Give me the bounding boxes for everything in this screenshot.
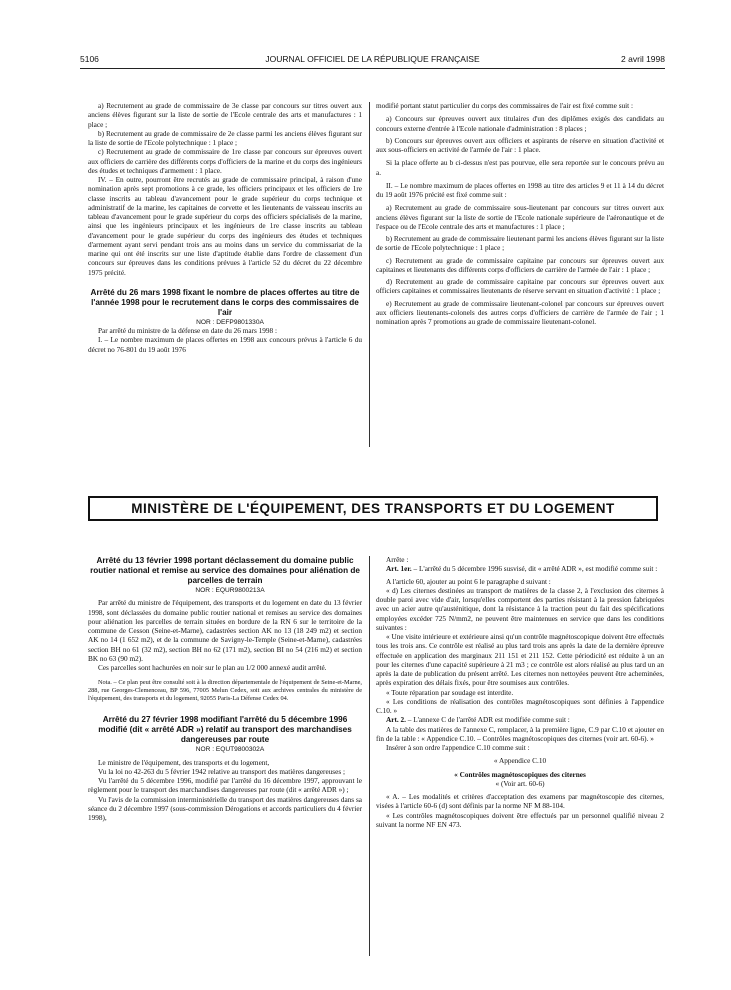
paragraph: II. – Le nombre maximum de places offertes en 1998 au titre des articles 9 et 11 à 14 du décret du 19 août 1976 précité est fixé comme suit : (376, 181, 664, 199)
paragraph: « Les contrôles magnétoscopiques doivent être effectués par un personnel qualifié niveau 2 suivant la norme NF EN 473. (376, 811, 664, 829)
bottom-right-column (376, 556, 664, 830)
paragraph: « Une visite intérieure et extérieure ainsi qu'un contrôle magnétoscopique doivent être effectués tous les trois ans. Ce contrôle est réalisé au plus tard trois ans après la date de la dernière épreuve effectuée en application des marginaux 211 151 et 211 152. Cette périodicité est réduite à un an pour les citernes d'une capacité supérieure à 21 m3 ; ce contrôle est alors réalisé au plus tard un an après la date de publication du présent arrêté. Les citernes non nettoyées peuvent être acheminées, après expiration des délais fixés, pour être soumises aux contrôles. (376, 633, 664, 688)
arrete-title: Arrêté du 27 février 1998 modifiant l'arrêté du 5 décembre 1996 modifié (dit « arrêté ADR ») relatif au transport des marchandises dangereuses par route (98, 715, 352, 745)
column-divider (369, 556, 370, 956)
paragraph: a) Concours sur épreuves ouvert aux titulaires d'un des diplômes exigés des candidats au concours externe d'entrée à l'Ecole nationale d'administration : 8 places ; (376, 115, 664, 133)
top-left-column (88, 102, 362, 355)
paragraph: I. – Le nombre maximum de places offertes en 1998 aux concours prévus à l'article 6 du décret no 76-801 du 19 août 1976 (88, 336, 362, 354)
paragraph: Si la place offerte au b ci-dessus n'est pas pourvue, elle sera reportée sur le concours prévu au a. (376, 159, 664, 177)
article-1 (376, 565, 664, 574)
paragraph: Par arrêté du ministre de la défense en date du 26 mars 1998 : (98, 327, 277, 335)
bottom-left-column (88, 556, 362, 823)
article-text: – L'annexe C de l'arrêté ADR est modifiée comme suit : (405, 716, 570, 725)
paragraph: Vu la loi no 42-263 du 5 février 1942 relative au transport des matières dangereuses ; (98, 767, 345, 776)
arrete-title: Arrêté du 26 mars 1998 fixant le nombre de places offertes au titre de l'année 1998 pour le recrutement dans le corps des commissaires de l'air (90, 287, 360, 317)
arrete-title: Arrêté du 13 février 1998 portant déclassement du domaine public routier national et remise au service des domaines pour aliénation de parcelles de terrain (90, 556, 360, 585)
paragraph: IV. – En outre, pourront être recrutés au grade de commissaire principal, à raison d'une nomination après sept promotions à ce grade, les officiers principaux et les officiers de 1re classe inscrits au tableau d'avancement pour le grade supérieur du corps technique et administratif de la marine, les capitaines de corvette et les lieutenants de vaisseau inscrits au tableau d'avancement pour le grade supérieur du corps des officiers spécialisés de la marine, ainsi que les ingénieurs principaux et les ingénieurs de 1re classe inscrits au tableau d'avancement pour le grade supérieur du corps des ingénieurs des études et techniques d'armement ayant servi pendant trois ans au moins dans un service du commissariat de la marine qui ont été inscrits sur une liste d'aptitude établie dans l'ordre de classement d'un concours sur épreuves dans les conditions prévues à l'article 52 du décret du 22 décembre 1975 précité. (88, 176, 362, 277)
article-text: – L'arrêté du 5 décembre 1996 susvisé, dit « arrêté ADR », est modifié comme suit : (411, 565, 658, 574)
nota-note (88, 679, 362, 703)
paragraph: « A. – Les modalités et critères d'acceptation des examens par magnétoscopie des citernes, visées à l'article 60-6 (d) sont définis par la norme NF M 88-104. (376, 793, 664, 811)
journal-title: JOURNAL OFFICIEL DE LA RÉPUBLIQUE FRANÇAISE (265, 54, 480, 64)
nor-reference: NOR : EQUR9800213A (195, 587, 265, 594)
paragraph: b) Concours sur épreuves ouvert aux officiers et aspirants de réserve en situation d'activité et aux sous-officiers en activité de l'armée de l'air : 1 place. (376, 136, 664, 154)
column-divider (369, 102, 370, 447)
article-heading: Art. 1er. (386, 565, 412, 574)
page-number: 5106 (80, 54, 99, 64)
paragraph: b) Recrutement au grade de commissaire lieutenant parmi les anciens élèves figurant sur la liste de sortie de l'Ecole polytechnique : 1 place ; (376, 235, 664, 253)
appendix-subtitle: « Contrôles magnétoscopiques des citernes (454, 770, 586, 779)
paragraph: a) Recrutement au grade de commissaire de 3e classe par concours sur titres ouvert aux anciens élèves figurant sur la liste de sortie de l'Ecole centrale des arts et manufactures : 1 place ; (88, 102, 362, 129)
paragraph: b) Recrutement au grade de commissaire de 2e classe parmi les anciens élèves figurant sur la liste de sortie de l'Ecole polytechnique : 1 place ; (88, 129, 362, 147)
paragraph: « Toute réparation par soudage est interdite. (386, 688, 514, 697)
arrete-label: Arrête : (386, 556, 409, 564)
article-heading: Art. 2. (386, 716, 406, 725)
paragraph: modifié portant statut particulier du corps des commissaires de l'air est fixé comme suit : (376, 102, 634, 110)
paragraph: Ces parcelles sont hachurées en noir sur le plan au 1/2 000 annexé audit arrêté. (98, 664, 327, 672)
nor-reference: NOR : EQUT9800302A (195, 746, 265, 754)
paragraph: « Les conditions de réalisation des contrôles magnétoscopiques sont définies à l'appendice C.10. » (376, 697, 664, 715)
paragraph: Insérer à son ordre l'appendice C.10 comme suit : (386, 744, 530, 752)
paragraph: Vu l'arrêté du 5 décembre 1996, modifié par l'arrêté du 16 décembre 1997, approuvant le règlement pour le transport des marchandises dangereuses par route (dit « arrêté ADR ») ; (88, 777, 362, 795)
ministry-banner: MINISTÈRE DE L'ÉQUIPEMENT, DES TRANSPORTS ET DU LOGEMENT (88, 496, 658, 521)
paragraph: c) Recrutement au grade de commissaire de 1re classe par concours sur épreuves ouvert aux officiers de carrière des différents corps d'officiers de la marine et du corps des ingénieurs des études et techniques d'armement : 1 place. (88, 148, 362, 175)
paragraph: d) Recrutement au grade de commissaire capitaine par concours sur épreuves ouvert aux officiers capitaines et commissaires lieutenants de réserve servant en situation d'activité : 1 place ; (376, 278, 664, 296)
note-text: Nota. – Ce plan peut être consulté soit à la direction départementale de l'équipement de Seine-et-Marne, 288, rue Georges-Clemenceau, BP 596, 77005 Melun Cedex, soit aux archives centrales du ministère de l'équipement, des transports et du logement, 92055 Paris-La Défense Cedex 04. (88, 679, 362, 703)
article-2 (376, 716, 664, 725)
nor-reference: NOR : DEFP9801330A (196, 318, 264, 326)
paragraph: a) Recrutement au grade de commissaire sous-lieutenant par concours sur titres ouvert aux anciens élèves figurant sur la liste de sortie de l'Ecole nationale supérieure de l'aéronautique et de l'espace ou de l'Ecole centrale des arts et manufactures : 1 place ; (376, 204, 664, 231)
paragraph: Le ministre de l'équipement, des transports et du logement, (98, 758, 270, 767)
paragraph: « d) Les citernes destinées au transport de matières de la classe 2, à l'exclusion des citernes à double paroi avec vide d'air, lorsqu'elles comportent des parties résistant à la pression fabriquées avec un acier autre qu'austénitique, dont la résistance à la traction peut du fait des spécifications employées excéder 725 N/mm2, ne peuvent être maintenues en service que dans les conditions suivantes : (376, 586, 664, 632)
top-right-column (376, 102, 664, 327)
paragraph: A la table des matières de l'annexe C, remplacer, à la première ligne, C.9 par C.10 et ajouter en fin de la table : « Appendice C.10. – Contrôles magnétoscopiques des citernes (voir art. 60-6). » (376, 725, 664, 743)
paragraph: Vu l'avis de la commission interministérielle du transport des matières dangereuses dans sa séance du 2 décembre 1997 (sous-commission Dérogations et accords particuliers du 4 février 1998), (88, 795, 362, 822)
header-rule (80, 68, 665, 69)
paragraph: c) Recrutement au grade de commissaire capitaine par concours sur épreuves ouvert aux capitaines et lieutenants des différents corps d'officiers de carrière de l'armée de l'air : 1 place ; (376, 256, 664, 274)
paragraph: Par arrêté du ministre de l'équipement, des transports et du logement en date du 13 février 1998, sont déclassées du domaine public routier national et remises au service des domaines pour aliénation les parcelles de terrain situées en bordure de la RN 6 sur le territoire de la commune de Cesson (Seine-et-Marne), cadastrées section AK no 13 (18 249 m2) et section AK no 14 (1 652 m2), et de la commune de Savigny-le-Temple (Seine-et-Marne), cadastrées section BH no 61 (32 m2), section BH no 62 (171 m2), section BI no 54 (216 m2) et section BK no 63 (90 m2). (88, 599, 362, 663)
appendix-reference: « (Voir art. 60-6) (495, 779, 545, 788)
paragraph: A l'article 60, ajouter au point 6 le paragraphe d suivant : (386, 577, 551, 586)
appendix-title: « Appendice C.10 (493, 757, 547, 766)
paragraph: e) Recrutement au grade de commissaire lieutenant-colonel par concours sur épreuves ouvert aux officiers lieutenants-colonels des autres corps d'officiers de carrière de l'armée de l'air ; 1 nomination après 7 promotions au grade de commissaire lieutenant-colonel. (376, 299, 664, 326)
issue-date: 2 avril 1998 (621, 54, 665, 64)
